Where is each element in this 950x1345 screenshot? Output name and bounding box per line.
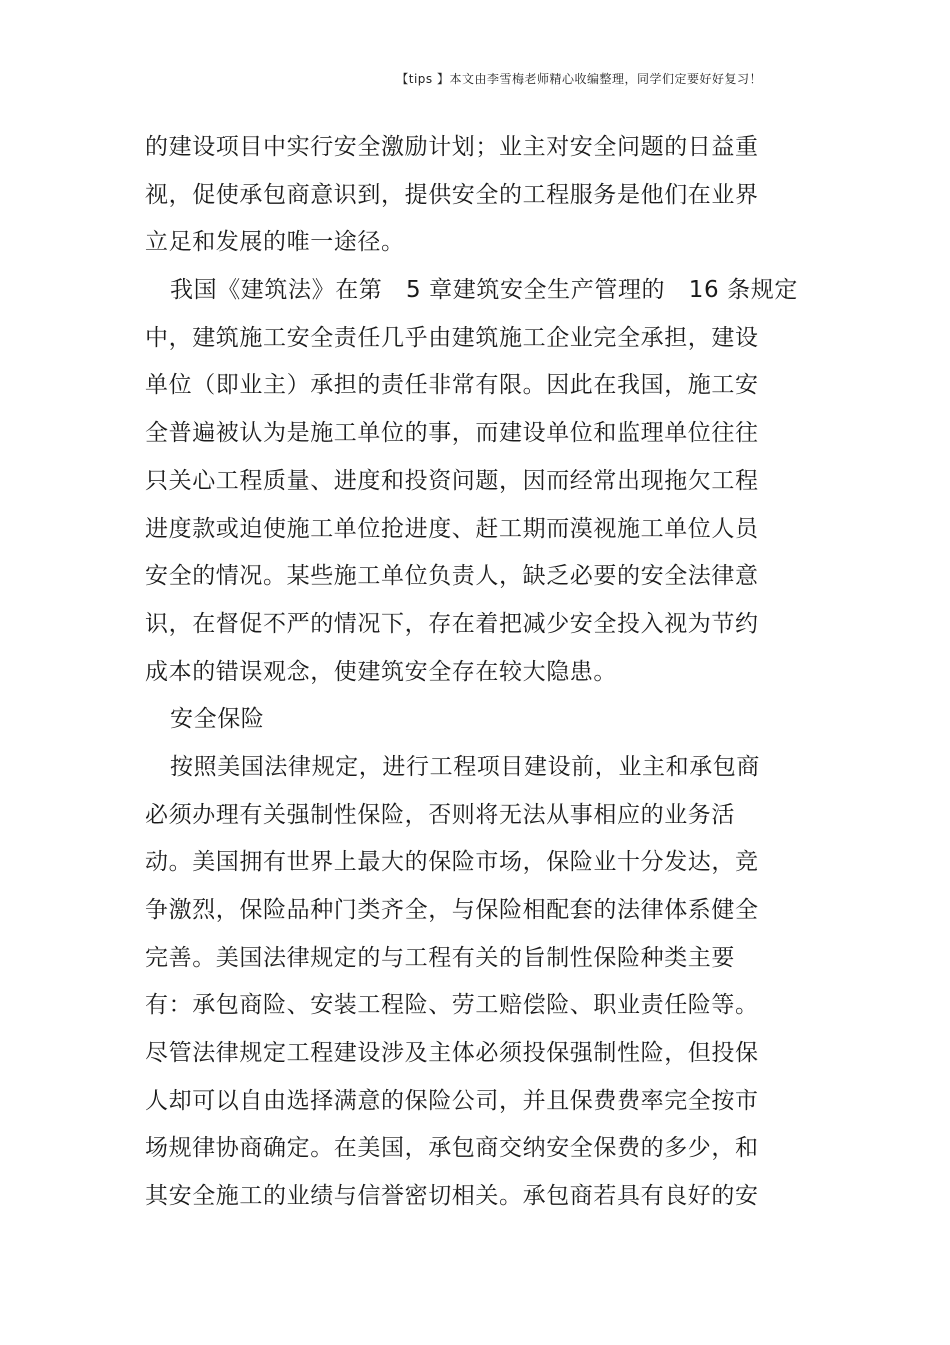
text-line: 立足和发展的唯一途径。 bbox=[145, 229, 405, 256]
paragraph-start-line: 按照美国法律规定，进行工程项目建设前，业主和承包商 bbox=[170, 753, 760, 780]
text-line: 全普遍被认为是施工单位的事，而建设单位和监理单位往往 bbox=[145, 420, 759, 447]
text-line: 中，建筑施工安全责任几乎由建筑施工企业完全承担，建设 bbox=[145, 324, 759, 351]
text-line: 视，促使承包商意识到，提供安全的工程服务是他们在业界 bbox=[145, 181, 759, 208]
text-line: 识，在督促不严的情况下，存在着把减少安全投入视为节约 bbox=[145, 610, 759, 637]
paragraph-start-line: 我国《建筑法》在第 5 章建筑安全生产管理的 16 条规定 bbox=[170, 277, 798, 304]
text-line: 进度款或迫使施工单位抢进度、赶工期而漠视施工单位人员 bbox=[145, 515, 759, 542]
text-line: 场规律协商确定。在美国，承包商交纳安全保费的多少，和 bbox=[145, 1135, 759, 1162]
header-tips-note: 【tips 】本文由李雪梅老师精心收编整理，同学们定要好好复习！ bbox=[396, 72, 762, 86]
text-line: 争激烈，保险品种门类齐全，与保险相配套的法律体系健全 bbox=[145, 897, 759, 923]
text-line: 只关心工程质量、进度和投资问题，因而经常出现拖欠工程 bbox=[145, 467, 759, 494]
text-line: 安全的情况。某些施工单位负责人，缺乏必要的安全法律意 bbox=[145, 563, 759, 590]
text-line: 动。美国拥有世界上最大的保险市场，保险业十分发达，竞 bbox=[145, 849, 759, 876]
text-line: 完善。美国法律规定的与工程有关的旨制性保险种类主要 bbox=[145, 944, 735, 971]
text-line: 尽管法律规定工程建设涉及主体必须投保强制性险，但投保 bbox=[145, 1040, 759, 1067]
text-line: 必须办理有关强制性保险，否则将无法从事相应的业务活 bbox=[145, 801, 735, 828]
text-line: 单位（即业主）承担的责任非常有限。因此在我国，施工安 bbox=[145, 372, 759, 399]
text-line: 有：承包商险、安装工程险、劳工赔偿险、职业责任险等。 bbox=[145, 992, 759, 1019]
text-line: 的建设项目中实行安全激励计划；业主对安全问题的日益重 bbox=[145, 134, 759, 160]
text-line: 成本的错误观念，使建筑安全存在较大隐患。 bbox=[145, 658, 617, 685]
document-body bbox=[145, 124, 798, 1221]
section-heading: 安全保险 bbox=[170, 706, 265, 733]
text-line: 人却可以自由选择满意的保险公司，并且保费费率完全按市 bbox=[145, 1087, 759, 1114]
text-line: 其安全施工的业绩与信誉密切相关。承包商若具有良好的安 bbox=[145, 1183, 759, 1210]
